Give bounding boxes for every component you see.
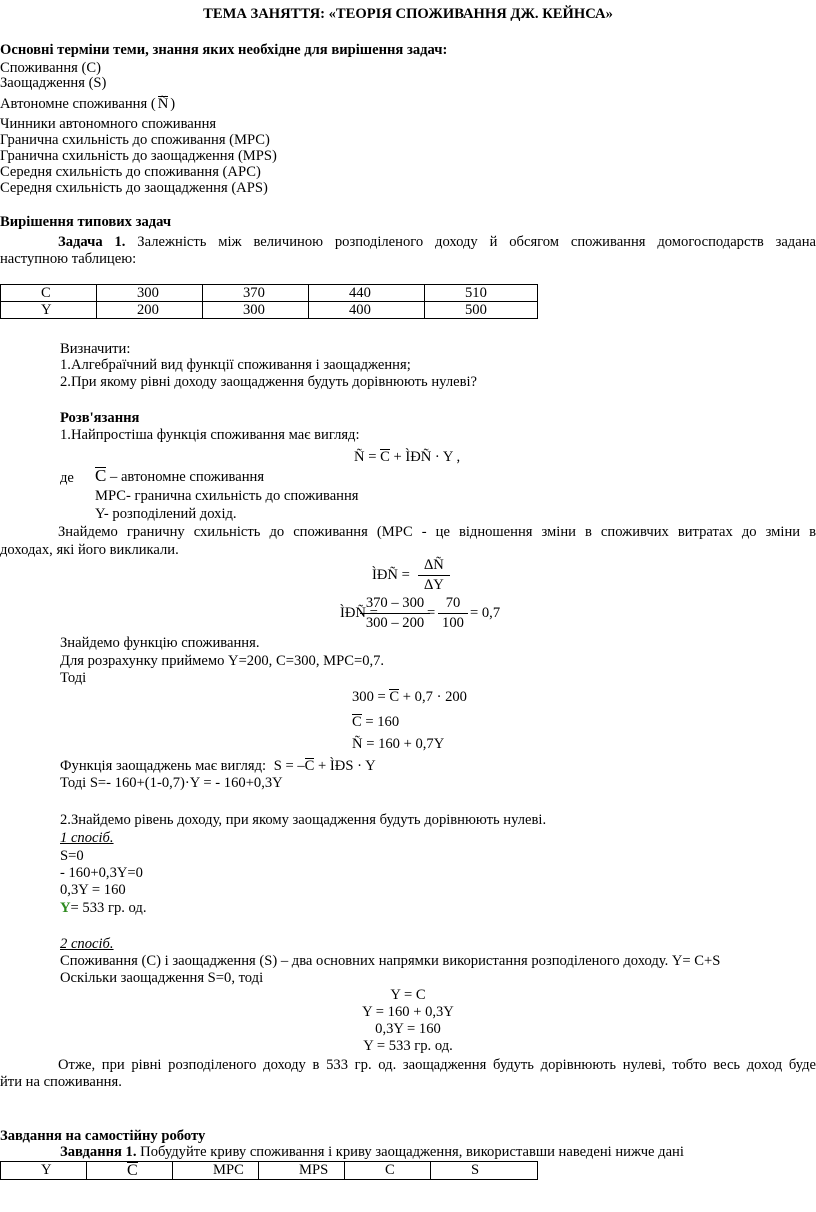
fraction-values — [360, 594, 430, 633]
term-consumption: Споживання (С) — [0, 60, 101, 76]
where-cbar: C — [95, 466, 107, 485]
savings-result: Тоді S=- 160+(1-0,7)·Y = - 160+0,3Y — [60, 775, 283, 791]
assume-values: Для розрахунку приймемо Y=200, C=300, MPC=0,7. — [60, 653, 385, 669]
formula-part: S = – — [273, 758, 305, 774]
formula-cbar: C — [380, 449, 390, 465]
fraction-denominator: 300 – 200 — [365, 615, 425, 631]
method2-label: 2 спосіб. — [60, 936, 114, 952]
autonomous-symbol: Ñ — [157, 96, 169, 112]
term-autonomous-close: ) — [170, 96, 176, 112]
determine-heading: Визначити: — [60, 341, 131, 357]
table-header-cell — [87, 1162, 173, 1180]
formula-part: Ñ = — [354, 449, 381, 465]
task1-text: Залежність між величиною розподіленого доходу й обсягом споживання домогосподарств задана — [137, 234, 816, 250]
method2-eq2: Y = 160 + 0,3Y — [362, 1004, 454, 1020]
self-work-heading: Завдання на самостійну роботу — [0, 1128, 206, 1144]
where-c-text: – автономне споживання — [110, 469, 265, 485]
determine-q1: 1.Алгебраїчний вид функції споживання і заощадження; — [60, 357, 411, 373]
determine-q2: 2.При якому рівні доходу заощадження будуть дорівнюють нулеві? — [60, 374, 477, 390]
table-header-cell: MPS — [259, 1162, 345, 1180]
formula-part: + ÌÐÑ · Y , — [389, 449, 461, 465]
savings-function-text: Функція заощаджень має вигляд: — [60, 758, 267, 774]
table-header-row — [1, 1162, 538, 1180]
table-cell: 300 — [203, 302, 309, 319]
table-header-cell: MPC — [173, 1162, 259, 1180]
task1-line1 — [0, 233, 816, 251]
fraction-denominator: ∆Y — [424, 577, 444, 593]
self-task1 — [60, 1143, 684, 1161]
mpc-definition: МРС- гранична схильність до споживання — [95, 488, 359, 504]
y-definition: Y- розподілений дохід. — [95, 506, 237, 522]
table-cell: 370 — [203, 285, 309, 302]
method1-line1: S=0 — [60, 848, 84, 864]
self-task-text: Побудуйте криву споживання і криву заощадження, використавши наведені нижче дані — [140, 1144, 684, 1160]
term-aps: Середня схильність до заощадження (АРS) — [0, 180, 268, 196]
formula-mpc-lhs: ÌÐÑ = — [372, 567, 410, 583]
table-self-task — [0, 1161, 538, 1180]
table-cell: 300 — [97, 285, 203, 302]
table-header-cell: S — [431, 1162, 538, 1180]
table-cell: 400 — [309, 302, 425, 319]
table-row-y — [1, 302, 538, 319]
table-cell: 200 — [97, 302, 203, 319]
page-title: ТЕМА ЗАНЯТТЯ: «ТЕОРІЯ СПОЖИВАННЯ ДЖ. КЕЙНСА» — [203, 6, 613, 22]
table-cell: 440 — [309, 285, 425, 302]
where-c-line — [95, 467, 264, 486]
cbar-header: C — [127, 1162, 138, 1179]
fraction-numerator: ∆Ñ — [418, 556, 450, 576]
table-cell: 500 — [425, 302, 538, 319]
self-task-label: Завдання 1. — [60, 1144, 137, 1160]
formula-cbar: C — [304, 758, 315, 774]
terms-heading: Основні терміни теми, знання яких необхідне для вирішення задач: — [0, 42, 448, 58]
conclusion-line2: йти на споживання. — [0, 1074, 122, 1090]
method2-text2: Оскільки заощадження S=0, тоді — [60, 970, 264, 986]
formula-eq: = — [427, 605, 436, 621]
method2-eq4: Y = 533 гр. од. — [363, 1038, 453, 1054]
table-data-task1 — [0, 284, 538, 319]
term-autonomous-factors: Чинники автономного споживання — [0, 116, 217, 132]
task1-label: Задача 1. — [58, 234, 126, 250]
term-autonomous-label: Автономне споживання ( — [0, 96, 156, 112]
typical-heading: Вирішення типових задач — [0, 214, 172, 230]
find-mpc-text: Знайдемо граничну схильність до споживання (МРС - це відношення зміни в споживчих витратах до зміни в — [58, 524, 816, 540]
term-savings: Заощадження (S) — [0, 75, 107, 91]
formula-consumption-function — [354, 448, 460, 466]
term-apc: Середня схильність до споживання (АРС) — [0, 164, 261, 180]
fraction-reduced — [438, 594, 468, 633]
find-mpc-line2: доходах, які його викликали. — [0, 542, 179, 558]
where-label: де — [60, 470, 74, 486]
method1-line4 — [60, 899, 147, 917]
term-mpc: Гранична схильність до споживання (МРС) — [0, 132, 270, 148]
conclusion-line1 — [0, 1056, 816, 1074]
formula-mpc2-lhs: ÌÐÑ = — [340, 605, 378, 621]
formula-cbar: C — [389, 689, 400, 705]
method2-eq1: Y = C — [390, 987, 426, 1003]
task1-line2: наступною таблицею: — [0, 251, 137, 267]
fraction-denominator: 100 — [442, 615, 464, 631]
table-header-cell: C — [345, 1162, 431, 1180]
method1-line2: - 160+0,3Y=0 — [60, 865, 143, 881]
find-mpc-line1 — [0, 523, 816, 541]
method1-label: 1 спосіб. — [60, 830, 114, 846]
equation-c-160 — [352, 713, 399, 731]
formula-part: = 160 — [361, 714, 400, 730]
fraction-numerator: 70 — [438, 594, 468, 614]
fraction-delta — [418, 556, 450, 595]
formula-part: + ÌÐS · Y — [314, 758, 376, 774]
savings-function-line — [60, 757, 376, 775]
find-function: Знайдемо функцію споживання. — [60, 635, 260, 651]
method1-result: = 533 гр. од. — [70, 900, 147, 916]
solution-step2: 2.Знайдемо рівень доходу, при якому заощадження будуть дорівнюють нулеві. — [60, 812, 547, 828]
table-row-c — [1, 285, 538, 302]
formula-mpc-result: = 0,7 — [470, 605, 501, 621]
formula-part: 300 = — [352, 689, 390, 705]
table-cell: Y — [1, 302, 97, 319]
highlight-y: Y — [60, 900, 71, 916]
equation-consumption: Ñ = 160 + 0,7Y — [352, 736, 445, 752]
formula-part: + 0,7 · 200 — [399, 689, 467, 705]
formula-cbar: C — [352, 714, 362, 730]
table-header-cell: Y — [1, 1162, 87, 1180]
method1-line3: 0,3Y = 160 — [60, 882, 126, 898]
method2-text: Споживання (С) і заощадження (S) – два основних напрямки використання розподіленого доходу. Y= C+S — [60, 953, 721, 969]
term-mps: Гранична схильність до заощадження (МPS) — [0, 148, 277, 164]
solution-step1: 1.Найпростіша функція споживання має вигляд: — [60, 427, 360, 443]
table-cell: С — [1, 285, 97, 302]
fraction-numerator: 370 – 300 — [360, 594, 430, 614]
term-autonomous-consumption — [0, 95, 175, 113]
table-cell: 510 — [425, 285, 538, 302]
method2-eq3: 0,3Y = 160 — [375, 1021, 441, 1037]
then-label: Тоді — [60, 670, 87, 686]
conclusion-text: Отже, при рівні розподіленого доходу в 533 гр. од. заощадження будуть дорівнюють нулеві, тобто весь доход буде — [58, 1057, 816, 1073]
solution-heading: Розв'язання — [60, 410, 140, 426]
equation-300 — [352, 688, 467, 706]
